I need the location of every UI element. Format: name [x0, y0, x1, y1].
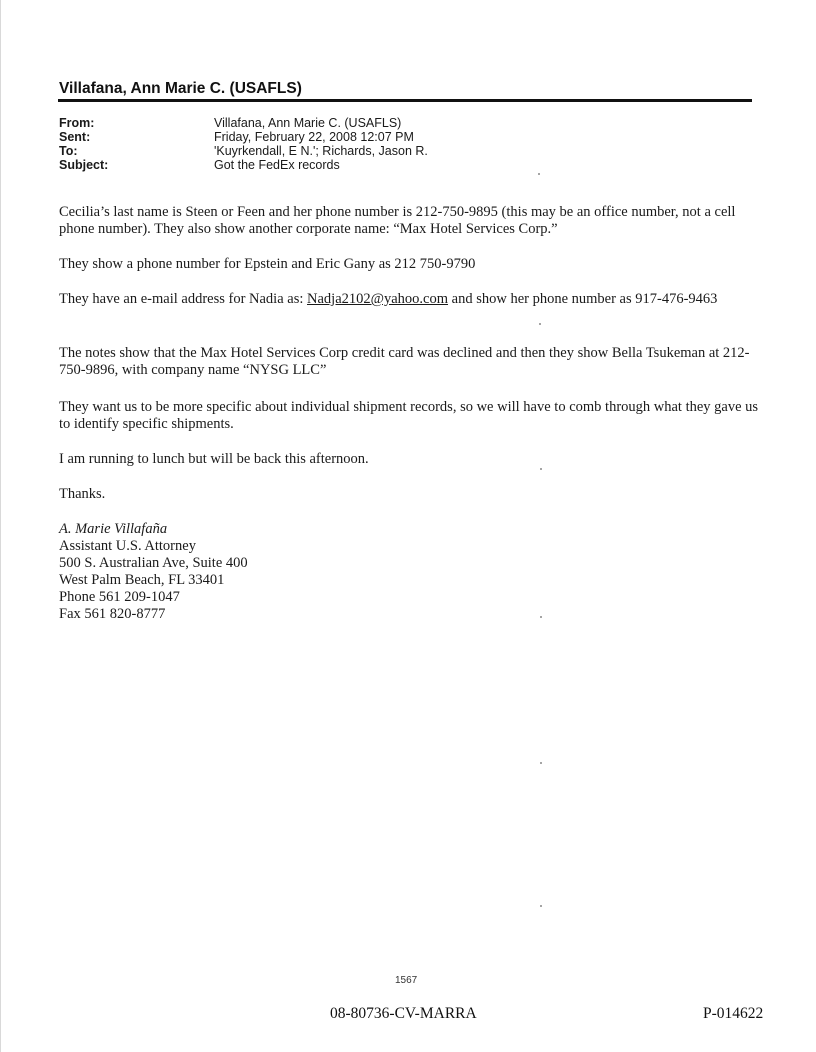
- page-number: 1567: [395, 975, 418, 986]
- to-row: [59, 144, 428, 158]
- body-paragraph-6: I am running to lunch but will be back this afternoon.: [59, 451, 369, 467]
- body-paragraph-5: They want us to be more specific about individual shipment records, so we will have to comb through what they gave us to identify specific shipments.: [59, 399, 759, 432]
- to-value: 'Kuyrkendall, E N.'; Richards, Jason R.: [214, 144, 428, 158]
- sent-value: Friday, February 22, 2008 12:07 PM: [214, 130, 414, 144]
- signature-block: [59, 521, 759, 623]
- scan-speck: [540, 616, 542, 618]
- email-headers: [59, 116, 428, 172]
- email-address-link[interactable]: Nadja2102@yahoo.com: [307, 291, 449, 307]
- bates-number-stamp: P-014622: [703, 1005, 764, 1022]
- signature-name: A. Marie Villafaña: [59, 521, 168, 537]
- signature-address-line-1: 500 S. Australian Ave, Suite 400: [59, 555, 248, 571]
- subject-row: [59, 158, 428, 172]
- paragraph-3-lead: They have an e-mail address for Nadia as:: [59, 291, 308, 307]
- body-closing: Thanks.: [59, 486, 106, 502]
- body-paragraph-3: [59, 291, 759, 308]
- scan-speck: [540, 762, 542, 764]
- signature-phone: Phone 561 209-1047: [59, 589, 180, 605]
- signature-address-line-2: West Palm Beach, FL 33401: [59, 572, 225, 588]
- to-label: To:: [59, 144, 78, 158]
- body-paragraph-2: They show a phone number for Epstein and Eric Gany as 212 750-9790: [59, 256, 476, 272]
- signature-fax: Fax 561 820-8777: [59, 606, 166, 622]
- header-divider: [58, 99, 752, 102]
- scan-speck: [538, 173, 540, 175]
- mailbox-owner-name: Villafana, Ann Marie C. (USAFLS): [59, 80, 302, 97]
- from-label: From:: [59, 116, 95, 130]
- scan-speck: [539, 323, 541, 325]
- scan-speck: [540, 468, 542, 470]
- case-number-stamp: 08-80736-CV-MARRA: [330, 1005, 477, 1022]
- subject-value: Got the FedEx records: [214, 158, 340, 172]
- sent-label: Sent:: [59, 130, 91, 144]
- paragraph-3-tail: and show her phone number as 917-476-9463: [448, 291, 718, 307]
- from-value: Villafana, Ann Marie C. (USAFLS): [214, 116, 402, 130]
- signature-title: Assistant U.S. Attorney: [59, 538, 196, 554]
- subject-label: Subject:: [59, 158, 109, 172]
- from-row: [59, 116, 428, 130]
- scan-edge: [0, 0, 1, 1052]
- sent-row: [59, 130, 428, 144]
- body-paragraph-1: Cecilia’s last name is Steen or Feen and her phone number is 212-750-9895 (this may be an office number, not a cell phone number). They also show another corporate name: “Max Hotel Services Corp.”: [59, 204, 736, 237]
- scan-speck: [540, 905, 542, 907]
- body-paragraph-4: The notes show that the Max Hotel Services Corp credit card was declined and then they show Bella Tsukeman at 212-750-9896, with company name “NYSG LLC”: [59, 345, 750, 378]
